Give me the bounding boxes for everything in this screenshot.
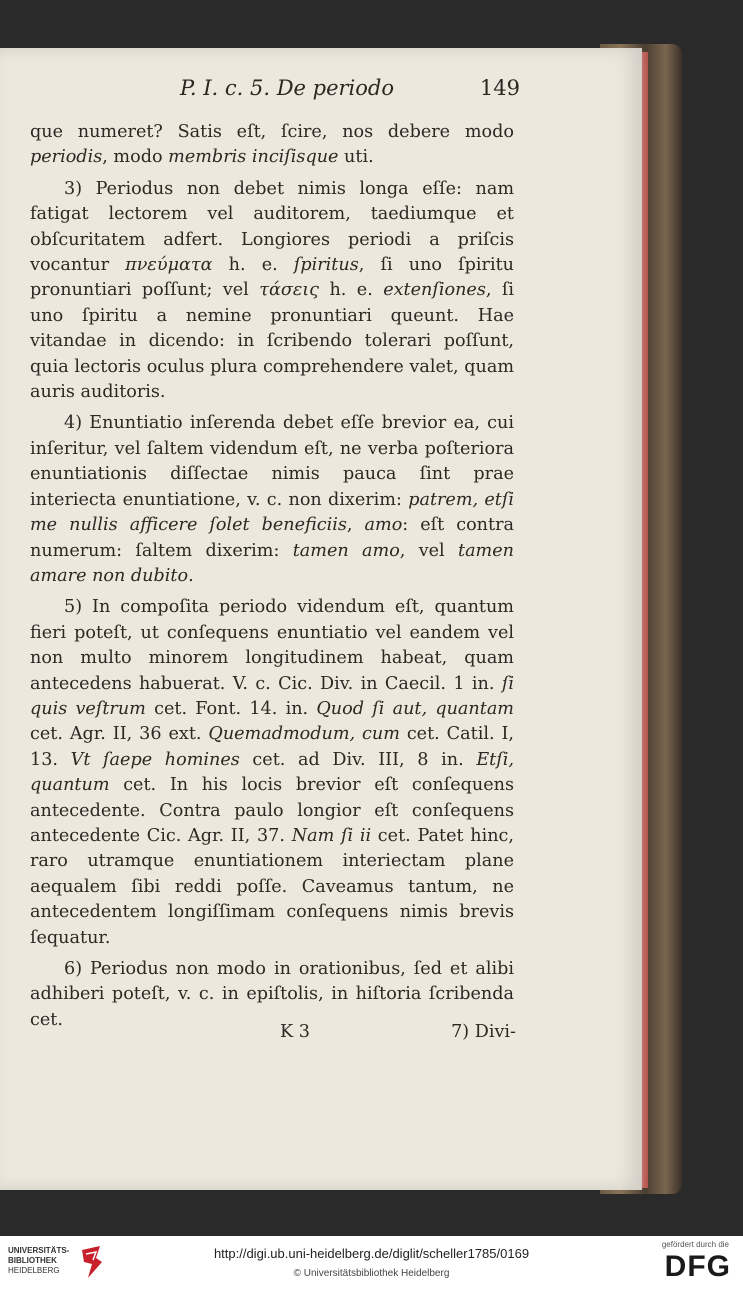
permalink-url[interactable]: http://digi.ub.uni-heidelberg.de/diglit/scheller1785/0169 [213, 1246, 530, 1261]
catchword: 7) Divi- [451, 1022, 516, 1042]
text-run: cet. Catil. I, 13. [30, 724, 514, 770]
dfg-logo[interactable]: DFG [664, 1250, 731, 1283]
italic-run: Quemadmodum, cum [208, 724, 400, 745]
text-run: cet. Patet hinc, raro utramque enuntiationem interiectam plane aequalem ſibi reddi poſſe. Caveamus tantum, ne antecedentem longiſſimam conſequens nimis brevis ſequatur. [30, 825, 514, 948]
italic-run: membris inciſisque [168, 147, 339, 168]
text-run: , ſi uno ſpiritu a nemine pronuntiari queunt. Hae vitandae in dicendo: in ſcribendo tolerari poſſunt, quia lectoris oculus plura comprehendere valet, quam auris auditoris. [30, 280, 514, 403]
text-run: que numeret? Satis eſt, ſcire, nos debere modo [30, 122, 514, 142]
text-run: . [188, 565, 194, 586]
text-run: , modo [102, 147, 169, 168]
library-city: HEIDELBERG [8, 1266, 60, 1275]
text-run: , vel [399, 540, 458, 561]
italic-run: periodis [30, 147, 103, 168]
paragraph-4 [30, 411, 514, 589]
signature-mark: K 3 [280, 1022, 310, 1042]
greek-run: πνεύματα [125, 255, 213, 276]
text-run: uti. [338, 147, 374, 168]
italic-run: Quod ſi aut, quantam [316, 698, 514, 719]
text-run: 4) Enuntiatio inſerenda debet eſſe brevior ea, cui inſeritur, vel ſaltem videndum eſt, ne verba poſteriora enuntiationis diſſectae nimis pauca ſint prae interiecta enuntiatione, v. c. non dixerim: [30, 413, 514, 510]
running-title: P. I. c. 5. De periodo [180, 76, 394, 100]
catchline [280, 1022, 516, 1042]
viewer-footer [0, 1236, 743, 1290]
copyright-notice: © Universitätsbibliothek Heidelberg [293, 1268, 450, 1279]
italic-run: Nam ſi ii [291, 825, 372, 846]
paragraph-3 [30, 177, 514, 406]
text-run: 3) Periodus non debet nimis longa eſſe: nam fatigat lectorem vel auditorem, taediumque et obſcuritatem adfert. Longiores periodi a priſcis vocantur [30, 178, 514, 276]
text-run: 6) Periodus non modo in orationibus, ſed et alibi adhiberi poteſt, v. c. in epiſtolis, in hiſtoria ſcribenda cet. [30, 959, 514, 1030]
italic-run: Vt ſaepe homines [70, 749, 240, 770]
text-run: cet. In his locis brevior eſt conſequens antecedente. Contra paulo longior eſt conſequens antecedente Cic. Agr. II, 37. [30, 775, 514, 846]
library-name-line-2: BIBLIOTHEK [8, 1256, 57, 1265]
text-run: h. e. [319, 280, 384, 301]
page-number: 149 [479, 76, 520, 100]
library-name-line-1: UNIVERSITÄTS- [8, 1246, 70, 1255]
text-run: h. e. [212, 255, 294, 276]
funding-label: gefördert durch die [661, 1240, 729, 1249]
italic-run: amo [364, 515, 403, 536]
text-run: cet. Font. 14. in. [145, 698, 317, 719]
greek-run: τάσεις [259, 280, 320, 301]
text-run: : eſt contra numerum: ſaltem dixerim: [30, 515, 514, 561]
text-run: , ſi uno ſpiritu pronuntiari poſſunt; vel [30, 255, 514, 301]
text-run: cet. ad Div. III, 8 in. [239, 749, 477, 770]
italic-run: tamen amo [292, 540, 400, 561]
paragraph-5 [30, 595, 514, 951]
body-text [30, 120, 514, 1033]
italic-run: Etſi, quantum [30, 749, 514, 796]
text-run: cet. Agr. II, 36 ext. [30, 724, 209, 745]
running-header [180, 76, 520, 100]
italic-run: ſi quis veſtrum [30, 673, 514, 719]
paragraph-0 [30, 120, 514, 171]
italic-run: extenſiones [383, 280, 486, 301]
text-run: 5) In compoſita periodo videndum eſt, quantum fieri poteſt, ut conſequens enuntiatio vel eandem vel non multo minorem longitudinem habeat, quam antecedens habuerat. V. c. Cic. Div. in Caecil. 1 in. [30, 597, 514, 694]
italic-run: patrem, etſi me nullis afficere ſolet beneficiis [30, 489, 515, 536]
text-run: , [346, 515, 365, 536]
italic-run: tamen amare non dubito [30, 540, 514, 586]
italic-run: ſpiritus [293, 255, 359, 276]
